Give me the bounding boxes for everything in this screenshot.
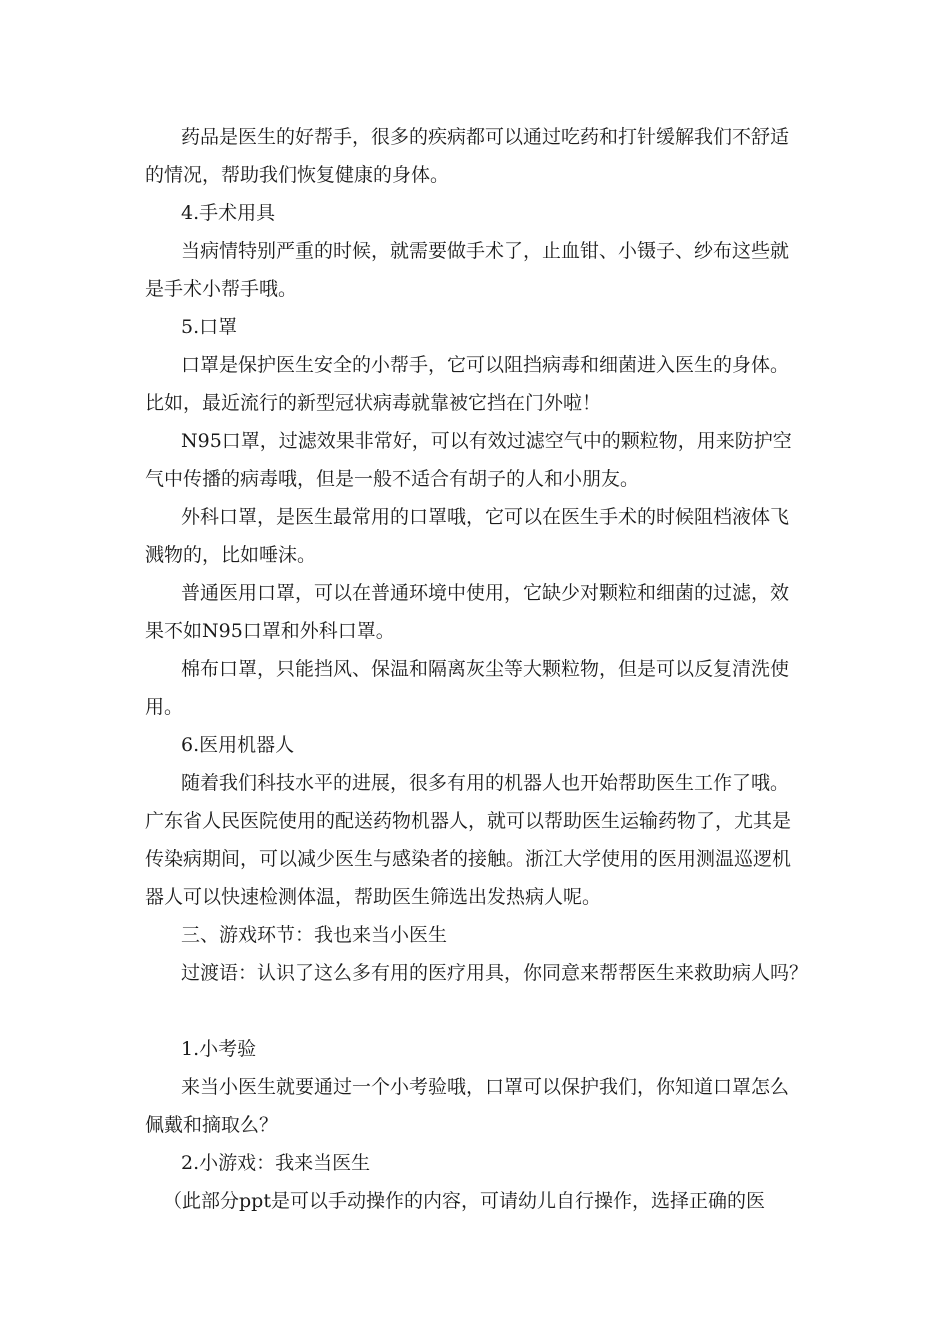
section-heading: 2.小游戏：我来当医生	[181, 1152, 371, 1174]
body-paragraph-line: 广东省人民医院使用的配送药物机器人，就可以帮助医生运输药物了，尤其是	[145, 810, 792, 832]
body-paragraph-line: 药品是医生的好帮手，很多的疾病都可以通过吃药和打针缓解我们不舒适	[181, 126, 790, 148]
body-paragraph-line: 佩戴和摘取么？	[145, 1114, 279, 1136]
body-paragraph-line: 器人可以快速检测体温，帮助医生筛选出发热病人呢。	[145, 886, 602, 908]
section-heading: 5.口罩	[181, 316, 238, 338]
body-paragraph-line: 的情况，帮助我们恢复健康的身体。	[145, 164, 450, 186]
body-paragraph-line: N95口罩，过滤效果非常好，可以有效过滤空气中的颗粒物，用来防护空	[181, 430, 792, 452]
body-paragraph-line: 传染病期间，可以减少医生与感染者的接触。浙江大学使用的医用测温巡逻机	[145, 848, 792, 870]
body-paragraph-line: 气中传播的病毒哦，但是一般不适合有胡子的人和小朋友。	[145, 468, 640, 490]
body-paragraph-line: 当病情特别严重的时候，就需要做手术了，止血钳、小镊子、纱布这些就	[181, 240, 790, 262]
body-paragraph-line: 棉布口罩，只能挡风、保温和隔离灰尘等大颗粒物，但是可以反复清洗使	[181, 658, 790, 680]
body-paragraph-line: 外科口罩，是医生最常用的口罩哦，它可以在医生手术的时候阻档液体飞	[181, 506, 790, 528]
body-paragraph-line: 来当小医生就要通过一个小考验哦，口罩可以保护我们，你知道口罩怎么	[181, 1076, 790, 1098]
section-heading: 1.小考验	[181, 1038, 257, 1060]
body-paragraph-line: 随着我们科技水平的进展，很多有用的机器人也开始帮助医生工作了哦。	[181, 772, 790, 794]
section-heading: 三、游戏环节：我也来当小医生	[181, 924, 448, 946]
section-heading: 4.手术用具	[181, 202, 276, 224]
body-paragraph-line: 口罩是保护医生安全的小帮手，它可以阻挡病毒和细菌进入医生的身体。	[181, 354, 790, 376]
body-paragraph-line: 比如，最近流行的新型冠状病毒就靠被它挡在门外啦！	[145, 392, 602, 414]
body-paragraph-line: 用。	[145, 696, 184, 718]
body-paragraph-line: 溅物的，比如唾沫。	[145, 544, 317, 566]
body-paragraph-line: 普通医用口罩，可以在普通环境中使用，它缺少对颗粒和细菌的过滤，效	[181, 582, 790, 604]
body-paragraph-line: 是手术小帮手哦。	[145, 278, 298, 300]
body-paragraph-line: 过渡语：认识了这么多有用的医疗用具，你同意来帮帮医生来救助病人吗？	[181, 962, 809, 984]
section-heading: 6.医用机器人	[181, 734, 295, 756]
body-paragraph-line: 果不如N95口罩和外科口罩。	[145, 620, 395, 642]
body-paragraph-line: （此部分ppt是可以手动操作的内容，可请幼儿自行操作，选择正确的医	[163, 1190, 765, 1212]
